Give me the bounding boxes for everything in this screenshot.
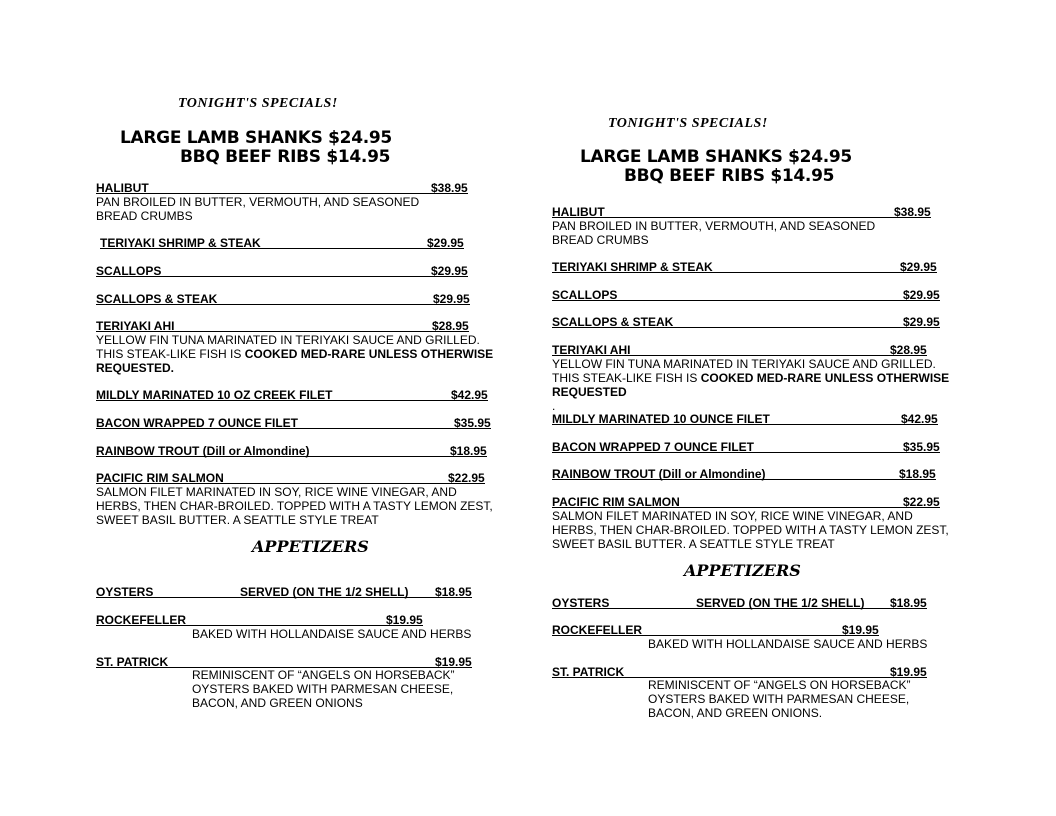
headline-lamb: LARGE LAMB SHANKS $24.95 bbox=[120, 128, 392, 148]
item-description: PAN BROILED IN BUTTER, VERMOUTH, AND SEASONED BREAD CRUMBS bbox=[552, 219, 876, 247]
appetizers-title: APPETIZERS bbox=[252, 537, 369, 556]
headline-ribs: BBQ BEEF RIBS $14.95 bbox=[624, 166, 835, 186]
item-description: SALMON FILET MARINATED IN SOY, RICE WINE VINEGAR, AND HERBS, THEN CHAR-BROILED. TOPPED WITH A TASTY LEMON ZEST, SWEET BASIL BUTTER. A SEATTLE STYLE TREAT bbox=[552, 509, 949, 551]
item-description: PAN BROILED IN BUTTER, VERMOUTH, AND SEASONED BREAD CRUMBS bbox=[96, 195, 420, 223]
left-menu: TONIGHT'S SPECIALS! LARGE LAMB SHANKS $24.95 BBQ BEEF RIBS $14.95 HALIBUT $38.95 PAN BROILED IN BUTTER, VERMOUTH, AND SEASONED BREAD CRUMBS TERIYAKI SHRIMP & STEAK $29.95 SCALLOPS $29.95 SCALLOPS & STEAK $29.95 TERIYAKI AHI $28.95 YELLOW FIN TUNA MARINATED IN TERIYAKI SAUCE AND GRILLED. THIS STEAK-LIKE FISH IS COOKED MED-RARE UNLESS OTHERWISE REQUESTED. MILDLY MARINATED 10 OZ CREEK FILET $42.95 BACON WRAPPED 7 OUNCE FILET $35.95 RAINBOW TROUT (Dill or Almondine) $18.95 PACIFIC RIM SALMON $22.95 SALMON FILET MARINATED IN SOY, RICE WINE VINEGAR, AND HERBS, THEN CHAR-BROILED. TOPPED WITH A TASTY LEMON ZEST, SWEET BASIL BUTTER. A SEATTLE STYLE TREAT APPETIZERS OYSTERS SERVED (ON THE 1/2 SHELL) $18.95 ROCKEFELLER $19.95 BAKED WITH HOLLANDAISE SAUCE AND HERBS ST. PATRICK $19.95 REMINISCENT OF “ANGELS ON HORSEBACK” OYSTERS BAKED WITH PARMESAN CHEESE, BACON, AND GREEN ONIONS bbox=[96, 0, 516, 816]
specials-title: TONIGHT'S SPECIALS! bbox=[608, 116, 768, 131]
item-description: SALMON FILET MARINATED IN SOY, RICE WINE VINEGAR, AND HERBS, THEN CHAR-BROILED. TOPPED WITH A TASTY LEMON ZEST, SWEET BASIL BUTTER. A SEATTLE STYLE TREAT bbox=[96, 485, 493, 527]
headline-lamb: LARGE LAMB SHANKS $24.95 bbox=[580, 147, 852, 167]
specials-title: TONIGHT'S SPECIALS! bbox=[178, 96, 338, 111]
item-description: YELLOW FIN TUNA MARINATED IN TERIYAKI SAUCE AND GRILLED. THIS STEAK-LIKE FISH IS COOKED MED-RARE UNLESS OTHERWISE REQUESTED . bbox=[552, 357, 950, 413]
appetizer-description: BAKED WITH HOLLANDAISE SAUCE AND HERBS bbox=[192, 627, 472, 641]
item-description: YELLOW FIN TUNA MARINATED IN TERIYAKI SAUCE AND GRILLED. THIS STEAK-LIKE FISH IS COOKED MED-RARE UNLESS OTHERWISE REQUESTED. bbox=[96, 333, 494, 375]
appetizer-description: REMINISCENT OF “ANGELS ON HORSEBACK” OYSTERS BAKED WITH PARMESAN CHEESE, BACON, AND GREEN ONIONS bbox=[192, 668, 455, 710]
appetizers-title: APPETIZERS bbox=[684, 561, 801, 580]
headline-ribs: BBQ BEEF RIBS $14.95 bbox=[180, 147, 391, 167]
appetizer-description: BAKED WITH HOLLANDAISE SAUCE AND HERBS bbox=[648, 637, 928, 651]
appetizer-description: REMINISCENT OF “ANGELS ON HORSEBACK” OYSTERS BAKED WITH PARMESAN CHEESE, BACON, AND GREEN ONIONS. bbox=[648, 678, 911, 720]
right-menu: TONIGHT'S SPECIALS! LARGE LAMB SHANKS $24.95 BBQ BEEF RIBS $14.95 HALIBUT $38.95 PAN BROILED IN BUTTER, VERMOUTH, AND SEASONED BREAD CRUMBS TERIYAKI SHRIMP & STEAK $29.95 SCALLOPS $29.95 SCALLOPS & STEAK $29.95 TERIYAKI AHI $28.95 YELLOW FIN TUNA MARINATED IN TERIYAKI SAUCE AND GRILLED. THIS STEAK-LIKE FISH IS COOKED MED-RARE UNLESS OTHERWISE REQUESTED . MILDLY MARINATED 10 OUNCE FILET $42.95 BACON WRAPPED 7 OUNCE FILET $35.95 RAINBOW TROUT (Dill or Almondine) $18.95 PACIFIC RIM SALMON $22.95 SALMON FILET MARINATED IN SOY, RICE WINE VINEGAR, AND HERBS, THEN CHAR-BROILED. TOPPED WITH A TASTY LEMON ZEST, SWEET BASIL BUTTER. A SEATTLE STYLE TREAT APPETIZERS OYSTERS SERVED (ON THE 1/2 SHELL) $18.95 ROCKEFELLER $19.95 BAKED WITH HOLLANDAISE SAUCE AND HERBS ST. PATRICK $19.95 REMINISCENT OF “ANGELS ON HORSEBACK” OYSTERS BAKED WITH PARMESAN CHEESE, BACON, AND GREEN ONIONS. bbox=[552, 0, 982, 816]
